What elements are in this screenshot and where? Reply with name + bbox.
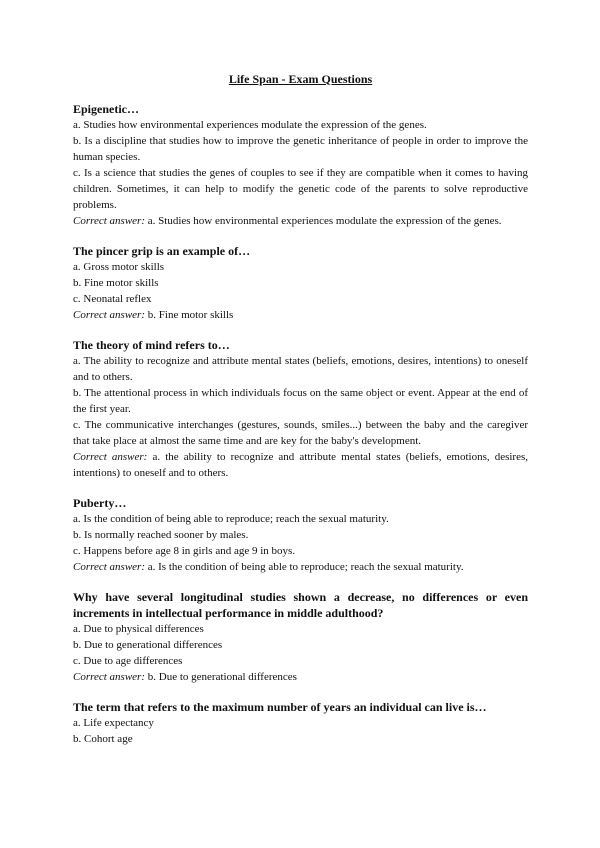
- answer-option: b. Cohort age: [73, 733, 133, 745]
- correct-answer: [73, 559, 528, 575]
- correct-answer-text: a. Studies how environmental experiences modulate the expression of the genes.: [147, 215, 502, 227]
- question-text: Puberty…: [73, 496, 127, 510]
- correct-answer: [73, 449, 528, 481]
- answer-option: b. Is normally reached sooner by males.: [73, 529, 249, 541]
- answer-option: c. Due to age differences: [73, 655, 183, 667]
- answer-option: a. Gross motor skills: [73, 261, 165, 273]
- question-text: The theory of mind refers to…: [73, 338, 230, 352]
- document-title: Life Span - Exam Questions: [228, 72, 373, 86]
- question-block: [73, 699, 528, 747]
- question-block: [73, 243, 528, 323]
- question-text: Epigenetic…: [73, 102, 139, 116]
- correct-answer: [73, 213, 528, 229]
- correct-answer-text: a. Is the condition of being able to reproduce; reach the sexual maturity.: [147, 561, 464, 573]
- question-block: [73, 101, 528, 229]
- question-text: The pincer grip is an example of…: [73, 244, 251, 258]
- correct-answer-text: a. the ability to recognize and attribute mental states (beliefs, emotions, desires, intentions) to oneself and to others.: [73, 451, 529, 479]
- question-text: Why have several longitudinal studies shown a decrease, no differences or even increments in intellectual performance in middle adulthood?: [73, 590, 528, 620]
- correct-answer-label: Correct answer:: [73, 215, 146, 227]
- answer-option: a. Is the condition of being able to reproduce; reach the sexual maturity.: [73, 513, 389, 525]
- answer-option: b. Due to generational differences: [73, 639, 223, 651]
- answer-option: c. The communicative interchanges (gestures, sounds, smiles...) between the baby and the caregiver that take place at almost the same time and are key for the baby's development.: [73, 419, 528, 447]
- correct-answer-label: Correct answer:: [73, 309, 146, 321]
- correct-answer-label: Correct answer:: [73, 561, 146, 573]
- question-text: The term that refers to the maximum number of years an individual can live is…: [73, 700, 487, 714]
- correct-answer: [73, 669, 528, 685]
- correct-answer-label: Correct answer:: [73, 451, 148, 463]
- answer-option: a. Studies how environmental experiences modulate the expression of the genes.: [73, 119, 427, 131]
- answer-option: a. The ability to recognize and attribute mental states (beliefs, emotions, desires, intentions) to oneself and to others.: [73, 355, 528, 383]
- answer-option: c. Happens before age 8 in girls and age 9 in boys.: [73, 545, 296, 557]
- correct-answer-text: b. Fine motor skills: [147, 309, 234, 321]
- answer-option: c. Is a science that studies the genes of couples to see if they are compatible when it comes to having children. Sometimes, it can help to modify the genetic code of the parents to solve reproductive problems.: [73, 167, 528, 211]
- answer-option: c. Neonatal reflex: [73, 293, 152, 305]
- answer-option: b. The attentional process in which individuals focus on the same object or event. Appear at the end of the first year.: [73, 387, 528, 415]
- answer-option: b. Fine motor skills: [73, 277, 159, 289]
- correct-answer: [73, 307, 528, 323]
- question-block: [73, 589, 528, 685]
- answer-option: b. Is a discipline that studies how to improve the genetic inheritance of people in order to improve the human species.: [73, 135, 528, 163]
- answer-option: a. Life expectancy: [73, 717, 154, 729]
- question-block: [73, 337, 528, 481]
- correct-answer-text: b. Due to generational differences: [147, 671, 297, 683]
- correct-answer-label: Correct answer:: [73, 671, 146, 683]
- question-block: [73, 495, 528, 575]
- answer-option: a. Due to physical differences: [73, 623, 204, 635]
